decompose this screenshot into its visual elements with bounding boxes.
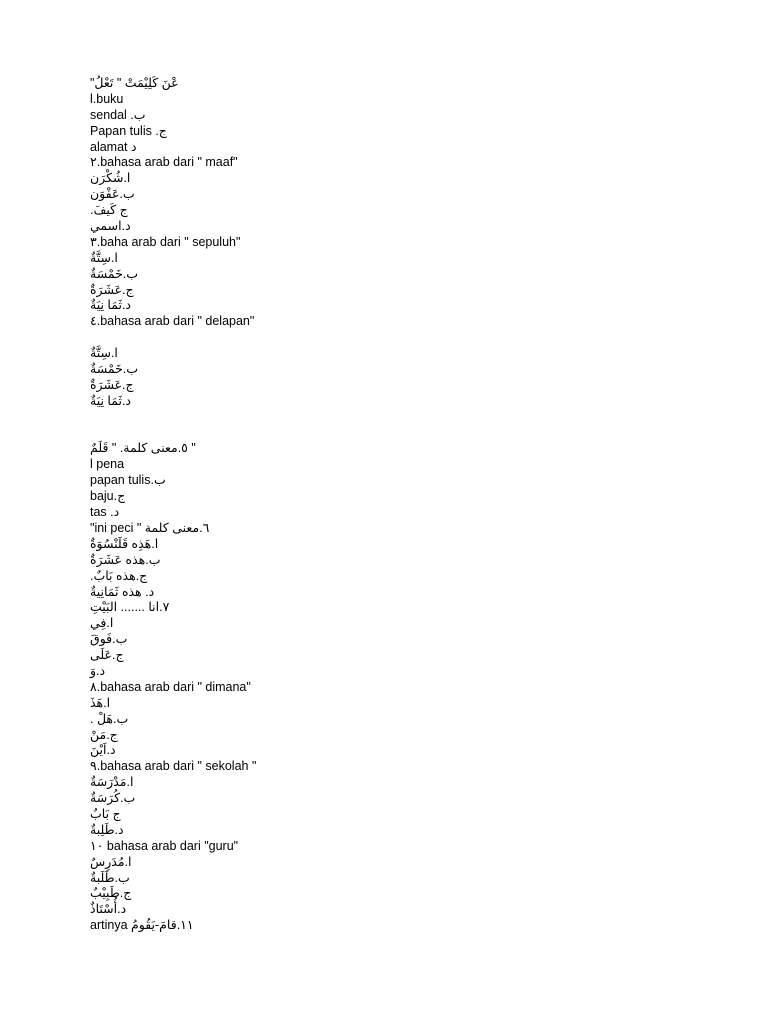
- text-line-46: ب.كُرَسَةٌ: [90, 791, 136, 806]
- blank-line: [90, 330, 690, 346]
- text-line-7: ا.شُكْرَن: [90, 171, 131, 186]
- text-line-41: ب.هَلْ .: [90, 711, 132, 726]
- text-line-29: ٦.معنى كلمة " ini peci": [90, 520, 210, 535]
- text-line-40: ا.هَذَ: [90, 695, 111, 710]
- text-line-25: l pena: [90, 457, 125, 472]
- text-line-12: ا.سِتَّةٌ: [90, 250, 118, 265]
- text-line-35: ا.فِي: [90, 616, 114, 631]
- text-line-43: د.اَيْنَ: [90, 743, 119, 758]
- text-line-38: د.وَ: [90, 663, 109, 678]
- text-line-30: ا.هَذِه قَلَنْسُوَةٌ: [90, 536, 159, 551]
- text-line-44: ٩.bahasa arab dari " sekolah ": [90, 759, 257, 774]
- text-line-49: ١٠ bahasa arab dari "guru": [90, 838, 239, 853]
- text-line-42: ج.مَنْ: [90, 727, 122, 742]
- text-line-51: ب.طَلَبةٌ: [90, 870, 130, 885]
- text-line-50: ا.مُدَرِسٌ: [90, 854, 132, 869]
- text-line-24: " ٥.معنى كلمة. " قَلَمٌ: [90, 441, 196, 456]
- text-line-45: ا.مَدْرَسَةٌ: [90, 775, 134, 790]
- text-line-48: د.طَلِبةٌ: [90, 822, 128, 837]
- text-line-9: ج كَيفَ.: [90, 203, 132, 218]
- text-line-54: ١١.قامَ-يَقُومُ artinya: [90, 918, 194, 933]
- text-line-4: ج. Papan tulis: [90, 123, 167, 138]
- text-line-34: ٧.انا ....... البَيْتِ: [90, 600, 170, 615]
- text-line-13: ب.خَمْسَةٌ: [90, 266, 142, 281]
- text-line-15: د.ثَمَا نِيَةٌ: [90, 298, 135, 313]
- document-page: [90, 76, 690, 934]
- text-line-26: ب.papan tulis: [90, 473, 166, 488]
- text-line-53: د.أُسْتَاذٌ: [90, 902, 130, 917]
- text-line-20: ج.عَشَرَةٌ: [90, 377, 138, 392]
- text-line-3: ب. sendal: [90, 107, 150, 122]
- text-line-8: ب.عَفْوَن: [90, 187, 139, 202]
- text-line-31: ب.هذه عَشَرَةٌ: [90, 552, 164, 567]
- text-line-47: ج بَابٌ: [90, 806, 125, 821]
- text-line-52: ج.طَبِيْبٌ: [90, 886, 132, 901]
- text-line-27: ج.baju: [90, 489, 129, 504]
- text-line-28: د. tas: [90, 505, 123, 520]
- blank-line: [90, 426, 690, 442]
- text-line-6: ٢.bahasa arab dari " maaf": [90, 155, 238, 170]
- text-line-19: ب.خَمْسَةٌ: [90, 362, 142, 377]
- text-line-21: د.ثَمَا نِيَةٌ: [90, 393, 135, 408]
- text-line-11: ٣.baha arab dari " sepuluh": [90, 234, 241, 249]
- text-line-33: د. هذه ثَمَانِيةٌ: [90, 584, 158, 599]
- blank-line: [90, 410, 690, 426]
- text-line-37: ج.عَلَى: [90, 648, 128, 663]
- text-line-5: د alamat: [90, 139, 141, 154]
- text-line-2: l.buku: [90, 91, 124, 106]
- text-line-39: ٨.bahasa arab dari " dimana": [90, 679, 251, 694]
- text-line-32: ج.هذه بَابٌ.: [90, 568, 151, 583]
- text-line-1: عْنَ كَلِيْمَتْ " تَعْلُ": [90, 76, 179, 90]
- text-line-10: د.اسمي: [90, 219, 135, 234]
- text-line-14: ج.عَشَرَةٌ: [90, 282, 138, 297]
- text-line-36: ب.فَوقَ: [90, 632, 131, 647]
- text-line-16: ٤.bahasa arab dari " delapan": [90, 314, 255, 329]
- text-line-18: ا.سِتَّةٌ: [90, 346, 122, 361]
